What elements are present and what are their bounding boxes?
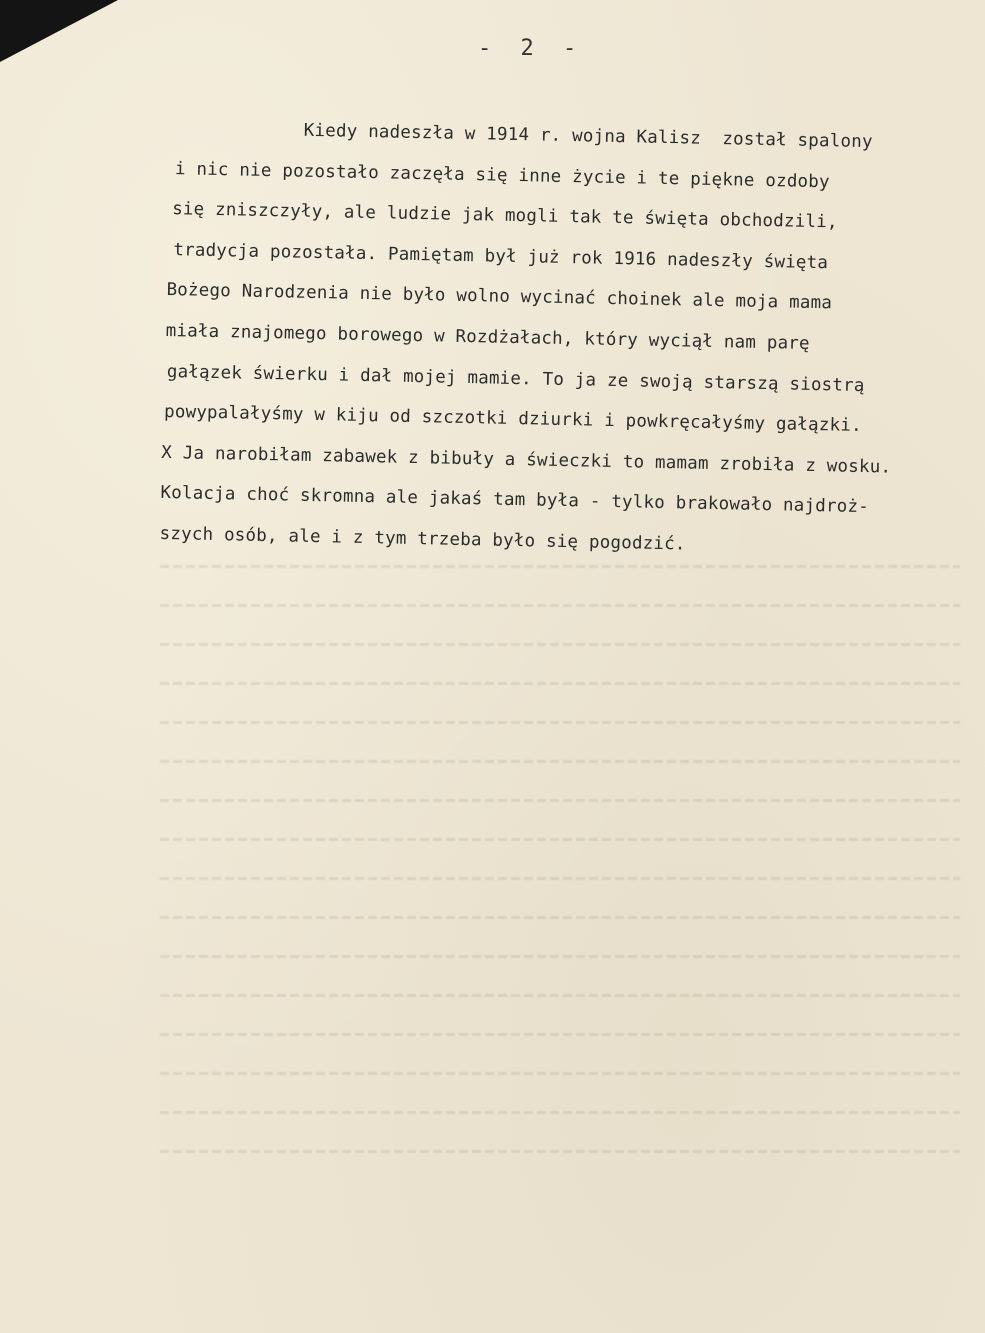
typed-paragraph [159,118,968,580]
text-line: gałązek świerku i dał mojej mamie. To ja ze swoją starszą siostrą [166,361,865,396]
text-line: miała znajomego borowego w Rozdżałach, który wyciął nam parę [165,320,810,354]
text-line: i nic nie pozostało zaczęła się inne życie i te piękne ozdoby [174,158,830,192]
show-through-text [160,565,960,1225]
text-line: tradycja pozostała. Pamiętam był już rok 1916 nadeszły święta [173,239,829,274]
text-line: szych osób, ale i z tym trzeba było się pogodzić. [159,523,686,555]
text-line: Bożego Narodzenia nie było wolno wycinać choinek ale moja mama [166,280,833,314]
text-line: X Ja narobiłam zabawek z bibuły a świeczki to mamam zrobiła z wosku. [161,442,892,478]
text-line: Kiedy nadeszła w 1914 r. wojna Kalisz został spalony [303,120,873,153]
folded-corner-shadow [0,0,118,62]
page-number: - 2 - [478,36,585,61]
text-line: Kolacja choć skromna ale jakaś tam była - tylko brakowało najdroż- [160,483,870,518]
text-line: się zniszczyły, ale ludzie jak mogli tak te święta obchodzili, [171,199,838,233]
text-line: powypalałyśmy w kiju od szczotki dziurki i powkręcałyśmy gałązki. [163,402,862,437]
